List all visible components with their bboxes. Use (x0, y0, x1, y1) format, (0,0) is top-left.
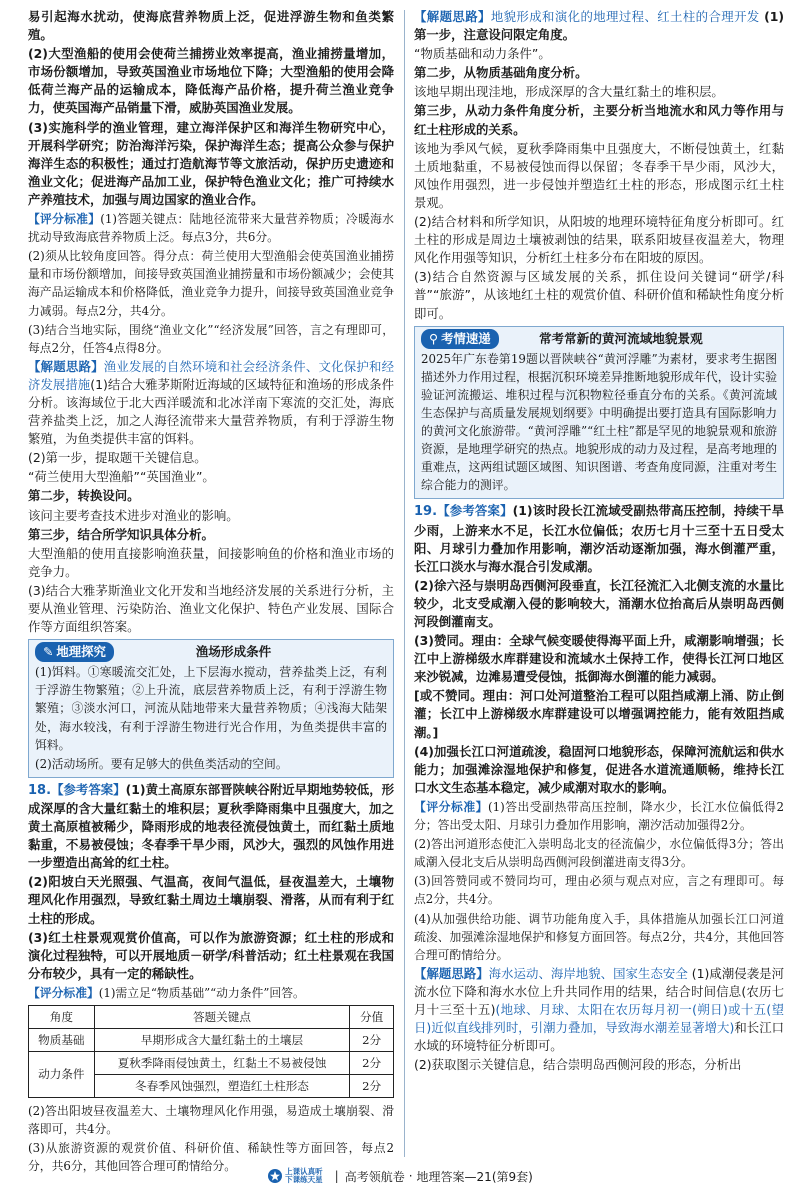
right-column (414, 8, 784, 1159)
answer-text: (2)徐六泾与崇明岛西侧河段垂直，长江径流汇入北侧支流的水量比较少，北支受咸潮入侵的影响较大，涌潮水位抬高后从崇明岛西侧河段倒灌南支。 (414, 577, 784, 629)
exam-trend-box (414, 326, 784, 500)
box-header (421, 329, 777, 349)
answer-text: (3)红土柱景观观赏价值高，可以作为旅游资源；红土柱的形成和演化过程独特，可以开展地质－研学/科普活动；红土柱景观在我国分布较少，具有一定的稀缺性。 (28, 929, 394, 981)
solution-step: 第二步，转换设问。 (28, 488, 140, 504)
explore-badge (35, 642, 114, 662)
solution-text: 该地为季风气候，夏秋季降雨集中且强度大，不断侵蚀黄土，红黏土质地黏重，不易被侵蚀而得以保留；冬春季干旱少雨，风沙大，风蚀作用强烈，进一步侵蚀并塑造红土柱的形态，形成图示红土柱景观。 (414, 140, 784, 210)
trend-badge (421, 329, 499, 349)
column-divider (404, 10, 405, 1157)
answer-section (414, 502, 784, 575)
solution-text: “物质基础和动力条件”。 (414, 46, 551, 62)
box-title: 渔场形成条件 (195, 644, 272, 660)
answer-section (28, 781, 394, 872)
answer-text: [或不赞同。理由：河口处河道整治工程可以阻挡咸潮上涌、防止倒灌；长江中上游梯级水库群建设可以增强调控能力，能有效阻挡咸潮。] (414, 688, 784, 740)
scoring-text: (1)需立足“物质基础”“动力条件”回答。 (98, 985, 305, 1000)
solution-section (414, 965, 784, 1055)
brand-logo (267, 1168, 323, 1184)
solution-step: (1)第一步，注意设问限定角度。 (414, 9, 785, 43)
table-header: 答题关键点 (94, 1005, 350, 1028)
table-cell: 2分 (350, 1074, 394, 1097)
scoring-text: (3)结合当地实际，围绕“渔业文化”“经济发展”回答，言之有理即可，每点2分，任答4点得8分。 (28, 322, 394, 355)
answer-text: (2)大型渔船的使用会使荷兰捕捞业效率提高，渔业捕捞量增加，市场份额增加，导致英国渔业市场地位下降；大型渔船的使用会降低荷兰海产品的运输成本，降低海产品价格，提升荷兰渔业竞争力，使英国海产品销量下滑，威胁英国渔业发展。 (28, 46, 394, 116)
logo-line: 上课认真听 (285, 1167, 323, 1176)
footer-separator: | (334, 1169, 339, 1183)
answer-text: (2)阳坡白天光照强、气温高，夜间气温低，昼夜温差大，土壤物理风化作用强烈，导致红黏土周边土壤崩裂、滑落，从而有利于红土柱的形成。 (28, 874, 394, 926)
footer-dot: · (408, 1169, 413, 1183)
solution-text: 该地早期出现洼地，形成深厚的含大量红黏土的堆积层。 (414, 84, 724, 100)
table-cell: 冬春季风蚀强烈，塑造红土柱形态 (94, 1074, 350, 1097)
scoring-text: (4)从加强供给功能、调节功能角度入手，具体措施从加强长江口河道疏浚、加强滩涂湿地保护和修复方面回答。每点2分，共4分，其他回答合理可酌情给分。 (414, 911, 784, 962)
solution-text: (1)咸潮侵袭是河流水位下降和海水水位上升共同作用的结果，结合时间信息(农历七月十三至十五) (414, 965, 784, 1017)
solution-text: (2)第一步，提取题干关键信息。 (28, 450, 207, 466)
solution-text: 和长江口水域的环境特征分析即可。 (414, 1020, 785, 1054)
solution-text: (3)结合自然资源与区域发展的关系，抓住设问关键词“研学/科普”“旅游”，从该地红土柱的观赏价值、科研价值和稀缺性角度分析即可。 (414, 269, 784, 321)
solution-text: 大型渔船的使用直接影响渔获量，间接影响鱼的价格和渔业市场的竞争力。 (28, 545, 394, 579)
logo-line: 下课练天星 (285, 1175, 323, 1184)
box-text: (2)活动场所。要有足够大的供鱼类活动的空间。 (35, 756, 288, 771)
solution-label: 【解题思路】 (414, 9, 491, 24)
scoring-text: (3)从旅游资源的观赏价值、科研价值、稀缺性等方面回答，每点2分，共6分，其他回答合理可酌情给分。 (28, 1141, 394, 1174)
solution-topic: 海水运动、海岸地貌、国家生态安全 (488, 965, 688, 981)
table-header: 分值 (350, 1005, 394, 1028)
geography-explore-box (28, 639, 394, 778)
table-row (29, 1028, 394, 1051)
solution-section (414, 8, 784, 44)
solution-text: 该问主要考查技术进步对渔业的影响。 (28, 507, 239, 523)
scoring-text: (2)答出河道形态使汇入崇明岛北支的径流偏少，水位偏低得3分；答出咸潮入侵北支后从崇明岛西侧河段倒灌进南支得3分。 (414, 837, 784, 870)
table-cell: 2分 (350, 1051, 394, 1074)
page-footer (0, 1165, 800, 1187)
solution-text: (1)结合大雅茅斯附近海域的区域特征和渔场的形成条件分析。该海域位于北大西洋暖流和北冰洋南下寒流的交汇处，海底营养盐类上泛，加之人海径流带来大量营养物质，有利于浮游生物繁殖，为鱼类提供丰富的饵料。 (28, 376, 395, 447)
solution-step: 第二步，从物质基础角度分析。 (414, 65, 588, 81)
solution-text: (3)结合大雅茅斯渔业文化开发和当地经济发展的关系进行分析，主要从渔业管理、污染防治、渔业文化保护、特色产业发展、国际合作等方面组织答案。 (28, 582, 394, 635)
table-cell: 2分 (350, 1028, 394, 1051)
question-number: 19. (414, 504, 438, 520)
table-cell: 早期形成含大量红黏土的土壤层 (94, 1028, 350, 1051)
scoring-text: (1)答题关键点：陆地径流带来大量营养物质；冷暖海水扰动导致海底营养物质上泛。每点3分，共6分。 (28, 212, 394, 245)
star-book-icon (267, 1168, 283, 1184)
search-icon: ⚲ (429, 330, 439, 346)
box-header (35, 642, 387, 662)
table-cell: 物质基础 (29, 1028, 95, 1051)
box-text: (1)饵料。①寒暖流交汇处，上下层海水搅动，营养盐类上泛，有利于浮游生物繁殖；②上升流，底层营养物质上泛，有利于浮游生物繁殖；③淡水河口，河流从陆地带来大量营养物质；④浅海大陆架处，海水较浅，有利于浮游生物进行光合作用，为鱼类提供丰富的饵料。 (35, 665, 387, 752)
answer-text: (3)赞同。理由：全球气候变暖使得海平面上升，咸潮影响增强；长江中上游梯级水库群建设和流域水土保持工作，使得长江河口地区来沙锐减，边滩易遭受侵蚀，抵御海水倒灌的能力减弱。 (414, 633, 784, 685)
table-header: 角度 (29, 1005, 95, 1028)
scoring-section (414, 798, 784, 834)
scoring-table (28, 1005, 394, 1098)
table-cell: 夏秋季降雨侵蚀黄土，红黏土不易被侵蚀 (94, 1051, 350, 1074)
footer-brand: 高考领航卷 (344, 1169, 405, 1184)
table-row (29, 1051, 394, 1074)
solution-label: 【解题思路】 (28, 358, 104, 374)
answer-text: (4)加强长江口河道疏浚，稳固河口地貌形态，保障河流航运和供水能力；加强滩涂湿地保护和修复，促进各水道流通顺畅，维持长江口水文生态基本稳定，减少咸潮对取水的影响。 (414, 743, 784, 795)
solution-section (28, 358, 394, 448)
logo-text (285, 1168, 323, 1184)
solution-note: (地球、月球、太阳在农历每月初一(朔日)或十五(望日)近似直线排列时，引潮力叠加，导致海水潮差显著增大) (414, 1001, 784, 1036)
solution-topic: 渔业发展的自然环境和社会经济条件、文化保护和经济发展措施 (28, 358, 395, 392)
answer-label: 【参考答案】 (51, 781, 126, 797)
answer-text: (3)实施科学的渔业管理，建立海洋保护区和海洋生物研究中心，开展科学研究；防治海洋污染，保护海洋生态；提高公众参与保护海洋生态的积极性；通过打造航海节等文旅活动，保护历史遗迹和渔业文化；促进海产品加工业，保护特色渔业文化；推广可持续水产养殖技术，加强与周边国家的渔业合作。 (28, 119, 394, 207)
solution-text: (2)获取图示关键信息，结合崇明岛西侧河段的形态，分析出 (414, 1057, 742, 1073)
solution-step: 第三步，从动力条件角度分析，主要分析当地流水和风力等作用与红土柱形成的关系。 (414, 103, 784, 137)
box-text: 2025年广东卷第19题以晋陕峡谷“黄河浮雕”为素材，要求考生据图描述外力作用过程，根据沉积环境差异推断地貌形成年代，设计实验验证河流搬运、堆积过程与沉积物粒径垂直分布的关系。《黄河流域生态保护与高质量发展规划纲要》中明确提出要打造具有国际影响力的黄河文化旅游带。“黄河浮雕”“红土柱”都是罕见的地貌景观和旅游资源，是地理学研究的热点。地貌形成的动力及过程，是高考地理的重难点，这两组试题区域图、知识图谱、考查角度同源，注重对考生综合能力的测评。 (421, 351, 777, 493)
box-title: 常考常新的黄河流域地貌景观 (538, 330, 703, 346)
table-cell: 动力条件 (29, 1051, 95, 1097)
solution-text: “荷兰使用大型渔船”“英国渔业”。 (28, 469, 215, 485)
scoring-section (28, 210, 394, 246)
answer-text: (1)该时段长江流域受副热带高压控制，持续干旱少雨，上游来水不足，长江水位偏低；农历七月十三至十五日受太阳、月球引力叠加作用影响，潮汐活动逐渐加强，海水倒灌严重，长江口淡水与海水混合引发咸潮。 (414, 503, 784, 574)
badge-label: 地理探究 (56, 644, 106, 660)
solution-text: (2)结合材料和所学知识，从阳坡的地理环境特征角度分析即可。红土柱的形成是周边土壤被剥蚀的结果，联系阳坡昼夜温差大，物理风化作用强等知识，分析红土柱多分布在阳坡的原因。 (414, 214, 784, 266)
question-number: 18. (28, 782, 52, 798)
answer-text: (1)黄土高原东部晋陕峡谷附近早期地势较低，形成深厚的含大量红黏土的堆积层；夏秋季降雨集中且强度大，加之黄土高原植被稀少，降雨形成的地表径流侵蚀黄土，而红黏土质地黏重，不易被侵蚀；冬春季干旱少雨，风沙大，强烈的风蚀作用进一步塑造出高耸的红土柱。 (28, 781, 395, 871)
scoring-label: 【评分标准】 (28, 985, 99, 1000)
solution-label: 【解题思路】 (414, 965, 489, 981)
footer-page: 地理答案—21(第9套) (416, 1169, 533, 1184)
scoring-label: 【评分标准】 (414, 799, 488, 814)
scoring-label: 【评分标准】 (28, 212, 101, 227)
scoring-section (28, 984, 394, 1002)
badge-label: 考情速递 (441, 330, 491, 346)
scoring-text: (2)答出阳坡昼夜温差大、土壤物理风化作用强，易造成土壤崩裂、滑落即可，共4分。 (28, 1103, 394, 1137)
scoring-text: (1)答出受副热带高压控制，降水少，长江水位偏低得2分；答出受太阳、月球引力叠加作用影响，潮汐活动加强得2分。 (414, 799, 784, 833)
scoring-text: (3)回答赞同或不赞同均可，理由必须与观点对应，言之有理即可。每点2分，共4分。 (414, 874, 784, 907)
answer-text: 易引起海水扰动，使海底营养物质上泛，促进浮游生物和鱼类繁殖。 (28, 9, 394, 43)
scoring-text: (2)须从比较角度回答。得分点：荷兰使用大型渔船会使英国渔业捕捞量和市场份额增加，间接导致英国渔业捕捞量和市场份额减少；会使其海产品运输成本和价格降低，渔业竞争力提升，间接导致英国渔业竞争力减弱。每点2分，共4分。 (28, 249, 394, 318)
table-header-row (29, 1005, 394, 1028)
pen-icon: ✎ (43, 644, 54, 660)
answer-label: 【参考答案】 (437, 503, 513, 519)
solution-step: 第三步，结合所学知识具体分析。 (28, 526, 214, 542)
solution-topic: 地貌形成和演化的地理过程、红土柱的合理开发 (490, 9, 760, 24)
